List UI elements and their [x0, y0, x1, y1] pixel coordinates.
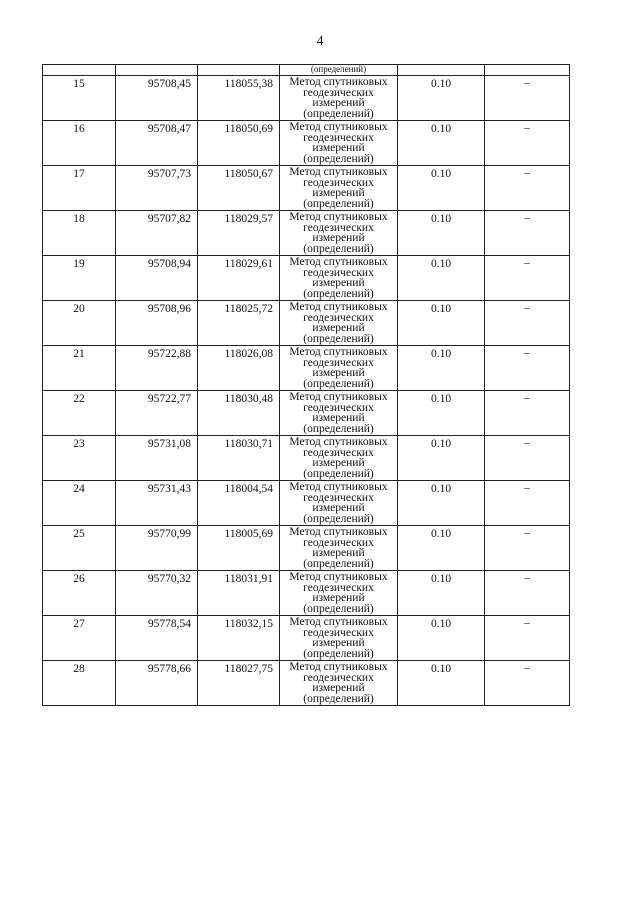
- dash-cell: –: [485, 121, 570, 166]
- dash-cell: –: [485, 616, 570, 661]
- dash-cell: –: [485, 436, 570, 481]
- method-line-4: (определений): [303, 332, 374, 345]
- accuracy-value: 0.10: [398, 391, 485, 436]
- table-row: [43, 391, 570, 436]
- method-line-4: (определений): [303, 242, 374, 255]
- y-coordinate: 118005,69: [198, 526, 280, 571]
- point-number: 20: [43, 301, 116, 346]
- dash-cell: –: [485, 526, 570, 571]
- method-line-1: Метод спутниковых: [289, 256, 388, 268]
- x-coordinate: 95708,96: [116, 301, 198, 346]
- method-line-3: измерений: [312, 187, 365, 199]
- dash-cell: –: [485, 301, 570, 346]
- method-line-1: Метод спутниковых: [289, 166, 388, 178]
- coordinates-table: [42, 64, 570, 706]
- method-cell: [280, 481, 398, 526]
- y-coordinate: 118025,72: [198, 301, 280, 346]
- method-line-2: геодезических: [303, 221, 374, 234]
- x-coordinate: 95707,82: [116, 211, 198, 256]
- dash-cell: –: [485, 661, 570, 706]
- method-line-3: измерений: [312, 97, 365, 109]
- continuation-x-cell: [116, 65, 198, 76]
- x-coordinate: 95708,94: [116, 256, 198, 301]
- method-line-1: Метод спутниковых: [289, 616, 388, 628]
- accuracy-value: 0.10: [398, 436, 485, 481]
- table-row: [43, 346, 570, 391]
- y-coordinate: 118029,61: [198, 256, 280, 301]
- method-line-4: (определений): [303, 557, 374, 570]
- y-coordinate: 118030,48: [198, 391, 280, 436]
- method-cell: [280, 166, 398, 211]
- method-line-1: Метод спутниковых: [289, 571, 388, 583]
- method-line-3: измерений: [312, 547, 365, 559]
- point-number: 28: [43, 661, 116, 706]
- table-row: [43, 256, 570, 301]
- method-line-1: Метод спутниковых: [289, 391, 388, 403]
- table-row: [43, 166, 570, 211]
- method-line-3: измерений: [312, 592, 365, 604]
- continuation-method-cell: (определений): [280, 65, 398, 76]
- method-line-3: измерений: [312, 457, 365, 469]
- method-cell: [280, 256, 398, 301]
- accuracy-value: 0.10: [398, 346, 485, 391]
- point-number: 19: [43, 256, 116, 301]
- method-line-2: геодезических: [303, 626, 374, 639]
- method-line-2: геодезических: [303, 491, 374, 504]
- method-line-4: (определений): [303, 287, 374, 300]
- method-line-3: измерений: [312, 682, 365, 694]
- method-line-4: (определений): [303, 377, 374, 390]
- method-line-4: (определений): [303, 107, 374, 120]
- method-cell: [280, 76, 398, 121]
- method-line-2: геодезических: [303, 131, 374, 144]
- point-number: 16: [43, 121, 116, 166]
- y-coordinate: 118026,08: [198, 346, 280, 391]
- dash-cell: –: [485, 256, 570, 301]
- accuracy-value: 0.10: [398, 121, 485, 166]
- accuracy-value: 0.10: [398, 301, 485, 346]
- point-number: 21: [43, 346, 116, 391]
- x-coordinate: 95778,66: [116, 661, 198, 706]
- method-line-1: Метод спутниковых: [289, 346, 388, 358]
- accuracy-value: 0.10: [398, 76, 485, 121]
- method-line-4: (определений): [303, 422, 374, 435]
- method-cell: [280, 301, 398, 346]
- table-row: [43, 76, 570, 121]
- method-line-3: измерений: [312, 232, 365, 244]
- accuracy-value: 0.10: [398, 571, 485, 616]
- table-row: [43, 661, 570, 706]
- page-number: 4: [316, 34, 324, 49]
- point-number: 15: [43, 76, 116, 121]
- method-cell: [280, 436, 398, 481]
- method-line-4: (определений): [303, 512, 374, 525]
- y-coordinate: 118055,38: [198, 76, 280, 121]
- dash-cell: –: [485, 571, 570, 616]
- point-number: 18: [43, 211, 116, 256]
- method-cell: [280, 661, 398, 706]
- x-coordinate: 95708,47: [116, 121, 198, 166]
- y-coordinate: 118027,75: [198, 661, 280, 706]
- x-coordinate: 95722,77: [116, 391, 198, 436]
- y-coordinate: 118031,91: [198, 571, 280, 616]
- method-line-4: (определений): [303, 692, 374, 705]
- x-coordinate: 95708,45: [116, 76, 198, 121]
- accuracy-value: 0.10: [398, 616, 485, 661]
- table-row: [43, 481, 570, 526]
- method-line-2: геодезических: [303, 266, 374, 279]
- method-line-1: Метод спутниковых: [289, 301, 388, 313]
- y-coordinate: 118032,15: [198, 616, 280, 661]
- accuracy-value: 0.10: [398, 256, 485, 301]
- y-coordinate: 118050,67: [198, 166, 280, 211]
- method-line-2: геодезических: [303, 401, 374, 414]
- y-coordinate: 118029,57: [198, 211, 280, 256]
- x-coordinate: 95770,99: [116, 526, 198, 571]
- point-number: 23: [43, 436, 116, 481]
- x-coordinate: 95722,88: [116, 346, 198, 391]
- method-cell: [280, 211, 398, 256]
- point-number: 27: [43, 616, 116, 661]
- method-cell: [280, 571, 398, 616]
- method-line-4: (определений): [303, 152, 374, 165]
- y-coordinate: 118030,71: [198, 436, 280, 481]
- dash-cell: –: [485, 211, 570, 256]
- method-cell: [280, 346, 398, 391]
- method-line-2: геодезических: [303, 176, 374, 189]
- table-row: [43, 436, 570, 481]
- table-row: [43, 616, 570, 661]
- y-coordinate: 118050,69: [198, 121, 280, 166]
- method-line-2: геодезических: [303, 671, 374, 684]
- method-line-2: геодезических: [303, 356, 374, 369]
- method-line-1: Метод спутниковых: [289, 76, 388, 88]
- method-line-1: Метод спутниковых: [289, 481, 388, 493]
- table-row: [43, 571, 570, 616]
- accuracy-value: 0.10: [398, 526, 485, 571]
- continuation-accuracy-cell: [398, 65, 485, 76]
- method-cell: [280, 391, 398, 436]
- accuracy-value: 0.10: [398, 481, 485, 526]
- dash-cell: –: [485, 166, 570, 211]
- accuracy-value: 0.10: [398, 166, 485, 211]
- point-number: 22: [43, 391, 116, 436]
- method-line-1: Метод спутниковых: [289, 211, 388, 223]
- y-coordinate: 118004,54: [198, 481, 280, 526]
- method-line-2: геодезических: [303, 446, 374, 459]
- method-line-3: измерений: [312, 637, 365, 649]
- x-coordinate: 95731,43: [116, 481, 198, 526]
- method-line-1: Метод спутниковых: [289, 526, 388, 538]
- method-line-3: измерений: [312, 142, 365, 154]
- dash-cell: –: [485, 346, 570, 391]
- table-body: [43, 65, 570, 706]
- x-coordinate: 95770,32: [116, 571, 198, 616]
- accuracy-value: 0.10: [398, 211, 485, 256]
- method-line-3: измерений: [312, 367, 365, 379]
- table-row: [43, 211, 570, 256]
- method-line-3: измерений: [312, 412, 365, 424]
- method-line-3: измерений: [312, 502, 365, 514]
- method-cell: [280, 526, 398, 571]
- method-line-3: измерений: [312, 322, 365, 334]
- point-number: 25: [43, 526, 116, 571]
- x-coordinate: 95731,08: [116, 436, 198, 481]
- x-coordinate: 95778,54: [116, 616, 198, 661]
- method-line-4: (определений): [303, 197, 374, 210]
- method-line-4: (определений): [303, 647, 374, 660]
- method-line-2: геодезических: [303, 86, 374, 99]
- method-line-4: (определений): [303, 602, 374, 615]
- method-line-2: геодезических: [303, 311, 374, 324]
- continuation-row: [43, 65, 570, 76]
- x-coordinate: 95707,73: [116, 166, 198, 211]
- table-row: [43, 121, 570, 166]
- accuracy-value: 0.10: [398, 661, 485, 706]
- dash-cell: –: [485, 481, 570, 526]
- table-row: [43, 526, 570, 571]
- method-line-4: (определений): [303, 467, 374, 480]
- method-line-1: Метод спутниковых: [289, 661, 388, 673]
- continuation-y-cell: [198, 65, 280, 76]
- point-number: 26: [43, 571, 116, 616]
- method-cell: [280, 121, 398, 166]
- method-line-1: Метод спутниковых: [289, 436, 388, 448]
- table-row: [43, 301, 570, 346]
- method-line-2: геодезических: [303, 581, 374, 594]
- point-number: 17: [43, 166, 116, 211]
- continuation-num-cell: [43, 65, 116, 76]
- point-number: 24: [43, 481, 116, 526]
- method-line-2: геодезических: [303, 536, 374, 549]
- dash-cell: –: [485, 76, 570, 121]
- continuation-dash-cell: [485, 65, 570, 76]
- method-line-1: Метод спутниковых: [289, 121, 388, 133]
- method-line-3: измерений: [312, 277, 365, 289]
- dash-cell: –: [485, 391, 570, 436]
- method-cell: [280, 616, 398, 661]
